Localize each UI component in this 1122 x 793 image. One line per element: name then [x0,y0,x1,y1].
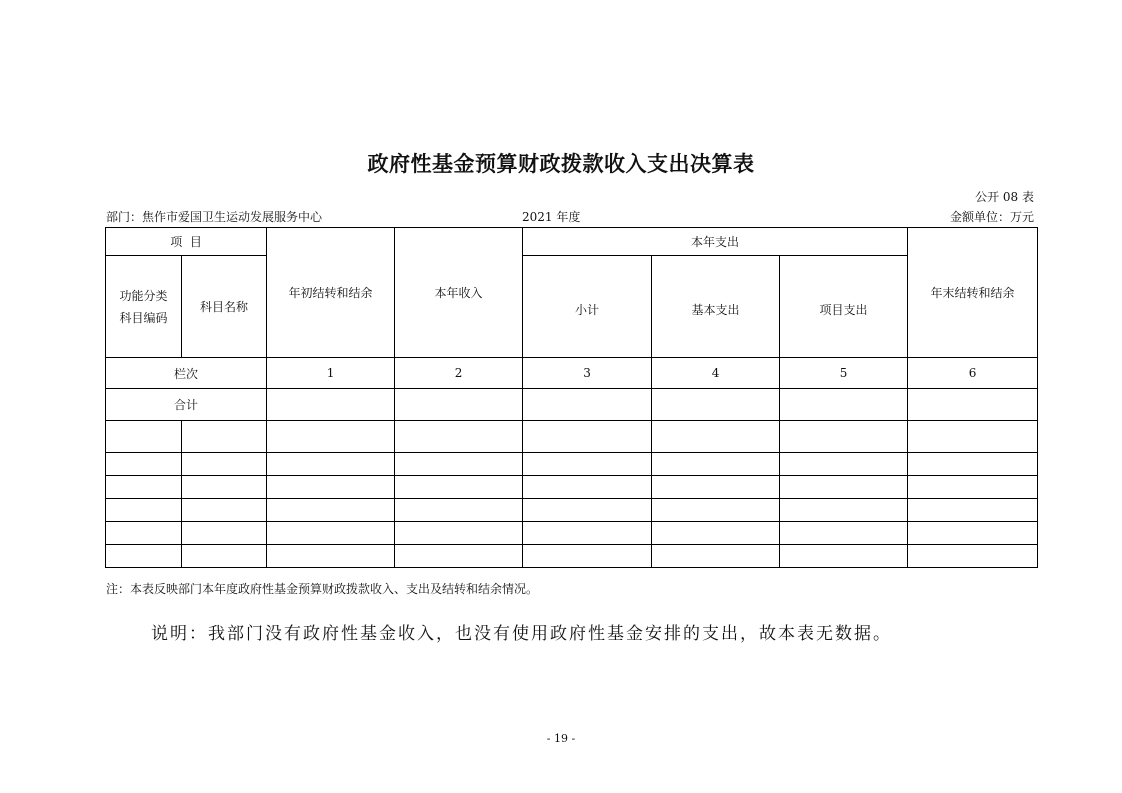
header-row-2 [106,256,1038,358]
index-col-3: 3 [523,358,652,389]
header-begin-balance: 年初结转和结余 [267,228,395,358]
table-cell [182,499,267,522]
table-cell [106,499,182,522]
table-cell [652,389,780,421]
table-cell [780,476,908,499]
table-cell [523,453,652,476]
fiscal-year-label: 2021 年度 [522,210,581,224]
table-cell [106,522,182,545]
table-cell [780,453,908,476]
table-row [106,476,1038,499]
table-cell [523,476,652,499]
table-cell [182,522,267,545]
table-cell [182,421,267,453]
table-cell [908,499,1038,522]
total-row [106,389,1038,421]
table-cell [908,522,1038,545]
index-col-6: 6 [908,358,1038,389]
table-cell [652,499,780,522]
header-func-code [106,256,182,358]
table-row [106,499,1038,522]
table-cell [267,453,395,476]
department-label: 部门：焦作市爱国卫生运动发展服务中心 [106,210,323,224]
header-current-income: 本年收入 [395,228,523,358]
table-cell [780,499,908,522]
table-cell [106,476,182,499]
index-col-4: 4 [652,358,780,389]
table-cell [652,453,780,476]
table-row [106,545,1038,568]
amount-unit-label: 金额单位：万元 [949,210,1034,224]
index-col-2: 2 [395,358,523,389]
table-cell [908,476,1038,499]
document-title: 政府性基金预算财政拨款收入支出决算表 [367,152,755,176]
index-label: 栏次 [106,358,267,389]
table-cell [523,389,652,421]
table-cell [780,545,908,568]
table-cell [523,499,652,522]
table-cell [182,545,267,568]
index-col-5: 5 [780,358,908,389]
table-cell [395,453,523,476]
table-cell [267,476,395,499]
table-row [106,522,1038,545]
table-cell [652,476,780,499]
table-cell [908,453,1038,476]
table-cell [395,545,523,568]
table-cell [908,545,1038,568]
table-cell [267,545,395,568]
table-cell [395,522,523,545]
header-subtotal: 小计 [523,256,652,358]
header-func-code-text: 功能分类科目编码 [119,288,168,325]
table-cell [395,476,523,499]
total-label: 合计 [106,389,267,421]
header-end-balance: 年末结转和结余 [908,228,1038,358]
table-cell [267,522,395,545]
header-subject-name: 科目名称 [182,256,267,358]
table-cell [106,545,182,568]
table-cell [652,545,780,568]
table-cell [780,421,908,453]
table-cell [267,421,395,453]
table-row [106,453,1038,476]
table-cell [780,522,908,545]
table-cell [652,522,780,545]
header-current-expense: 本年支出 [523,228,908,256]
table-footnote: 注：本表反映部门本年度政府性基金预算财政拨款收入、支出及结转和结余情况。 [106,582,539,596]
table-cell [523,545,652,568]
table-cell [395,389,523,421]
table-cell [780,389,908,421]
table-cell [106,421,182,453]
table-cell [267,499,395,522]
table-cell [267,389,395,421]
explanation-text: 说明：我部门没有政府性基金收入，也没有使用政府性基金安排的支出，故本表无数据。 [151,624,892,644]
table-cell [652,421,780,453]
table-cell [395,499,523,522]
table-cell [523,522,652,545]
table-cell [523,421,652,453]
header-project-expense: 项目支出 [780,256,908,358]
table-cell [106,453,182,476]
table-number: 公开 08 表 [975,190,1034,204]
budget-table [105,227,1038,568]
index-col-1: 1 [267,358,395,389]
table-cell [395,421,523,453]
header-item: 项 目 [106,228,267,256]
table-cell [182,453,267,476]
table-row [106,421,1038,453]
table-cell [908,389,1038,421]
header-row-1 [106,228,1038,256]
index-row [106,358,1038,389]
table-cell [182,476,267,499]
header-basic-expense: 基本支出 [652,256,780,358]
page-number: - 19 - [546,732,576,745]
table-cell [908,421,1038,453]
